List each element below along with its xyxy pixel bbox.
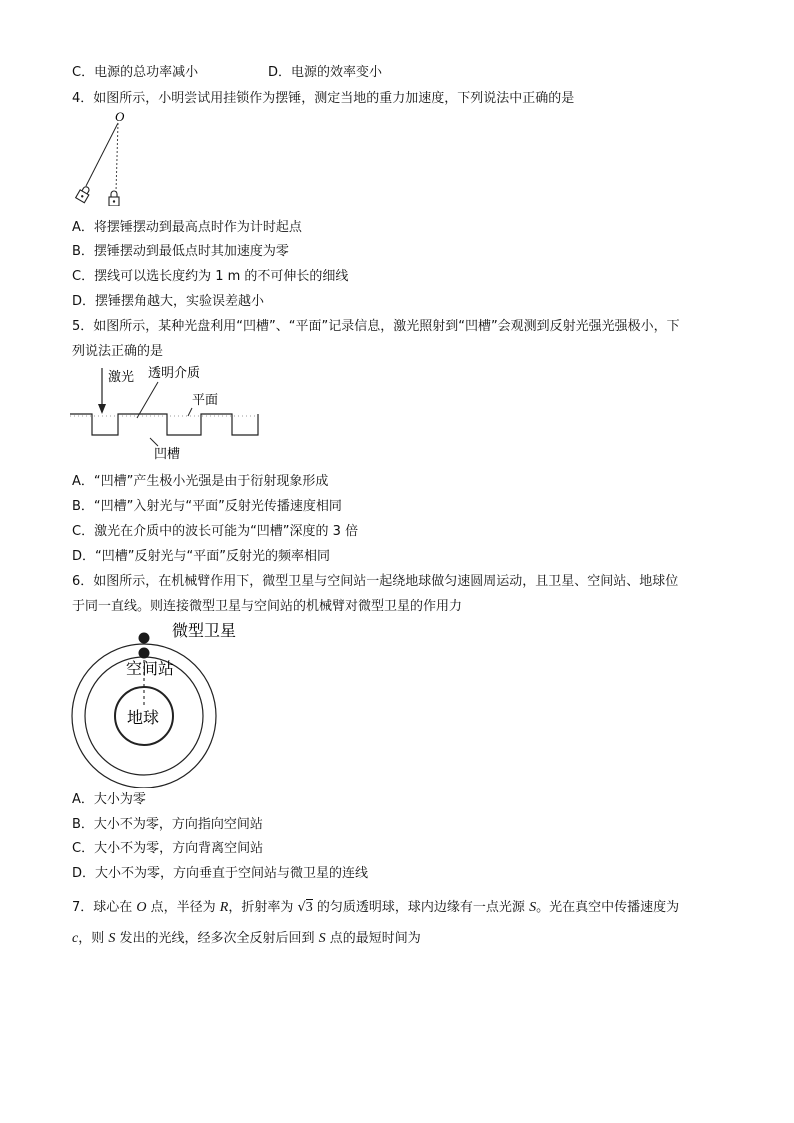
q7-text-h: 点的最短时间为 [325, 931, 421, 946]
groove-leader [150, 438, 158, 446]
q6-option-a: A．大小为零 [72, 792, 146, 807]
padlock-vertical-icon [109, 191, 119, 206]
q6-stem-line2: 于同一直线。则连接微型卫星与空间站的机械臂对微型卫星的作用力 [72, 599, 463, 614]
q4-option-a: A．将摆锤摆动到最高点时作为计时起点 [72, 220, 302, 235]
q5-option-b: B．“凹槽”入射光与“平面”反射光传播速度相同 [72, 499, 342, 514]
q5-option-c: C．激光在介质中的波长可能为“凹槽”深度的 3 倍 [72, 524, 359, 539]
plane-label: 平面 [192, 393, 219, 408]
q3-option-d: D．电源的效率变小 [268, 65, 383, 80]
pendulum-string-vertical [116, 123, 118, 192]
q3-option-c: C．电源的总功率减小 [72, 65, 199, 80]
q4-option-c: C．摆线可以选长度约为 1 m 的不可伸长的细线 [72, 269, 349, 284]
sqrt-argument: 3 [305, 900, 313, 915]
q4-stem: 4．如图所示，小明尝试用挂锁作为摆锤，测定当地的重力加速度，下列说法中正确的是 [72, 91, 575, 106]
q7-text-b: 点，半径为 [146, 900, 220, 915]
q6-stem-line1: 6．如图所示，在机械臂作用下，微型卫星与空间站一起绕地球做匀速圆周运动，且卫星、空间站、地球位 [72, 574, 679, 589]
pivot-label: O [115, 109, 125, 124]
sqrt-sign: √ [297, 900, 306, 915]
light-speed-symbol: c [72, 931, 79, 946]
station-label: 空间站 [126, 659, 175, 678]
station-dot [139, 648, 150, 659]
q4-option-b: B．摆锤摆动到最低点时其加速度为零 [72, 244, 289, 259]
q7-text-g: 发出的光线，经多次全反射后回到 [115, 931, 319, 946]
source-symbol-2: S [108, 931, 116, 946]
q6-option-b: B．大小不为零，方向指向空间站 [72, 817, 263, 832]
disc-surface-profile [70, 414, 258, 435]
source-symbol-3: S [318, 931, 326, 946]
q5-option-a: A．“凹槽”产生极小光强是由于衍射现象形成 [72, 474, 329, 489]
q7-text-f: ，则 [78, 931, 109, 946]
source-symbol: S [529, 900, 537, 915]
laser-arrow-head [98, 404, 106, 414]
radius-symbol: R [219, 900, 229, 915]
groove-label: 凹槽 [154, 447, 181, 460]
q7-line1 [72, 900, 679, 916]
pendulum-figure [68, 106, 158, 206]
sqrt-expression [298, 899, 313, 915]
pendulum-string-swung [86, 123, 118, 186]
q7-text-e: 。光在真空中传播速度为 [536, 900, 680, 915]
q7-text-c: ，折射率为 [228, 900, 298, 915]
q5-option-d: D．“凹槽”反射光与“平面”反射光的频率相同 [72, 549, 330, 564]
medium-leader [137, 382, 158, 418]
plane-leader [188, 408, 192, 416]
q7-line2 [72, 931, 421, 947]
medium-label: 透明介质 [148, 366, 201, 381]
q6-option-d: D．大小不为零，方向垂直于空间站与微卫星的连线 [72, 866, 369, 881]
disc-groove-figure [70, 360, 260, 460]
padlock-swung-icon [76, 185, 92, 203]
q6-option-c: C．大小不为零，方向背离空间站 [72, 841, 264, 856]
laser-label: 激光 [108, 370, 135, 385]
q7-text-a: 7．球心在 [72, 900, 137, 915]
q7-text-d: 的匀质透明球，球内边缘有一点光源 [312, 900, 530, 915]
q4-option-d: D．摆锤摆角越大，实验误差越小 [72, 294, 265, 309]
q5-stem-line2: 列说法正确的是 [72, 344, 164, 359]
q5-stem-line1: 5．如图所示，某种光盘利用“凹槽”、“平面”记录信息，激光照射到“凹槽”会观测到反射光强光强极小，下 [72, 319, 680, 334]
satellite-dot [139, 633, 150, 644]
satellite-label: 微型卫星 [172, 621, 237, 640]
center-symbol: O [136, 900, 147, 915]
earth-label: 地球 [127, 708, 160, 727]
orbit-figure [68, 618, 258, 788]
